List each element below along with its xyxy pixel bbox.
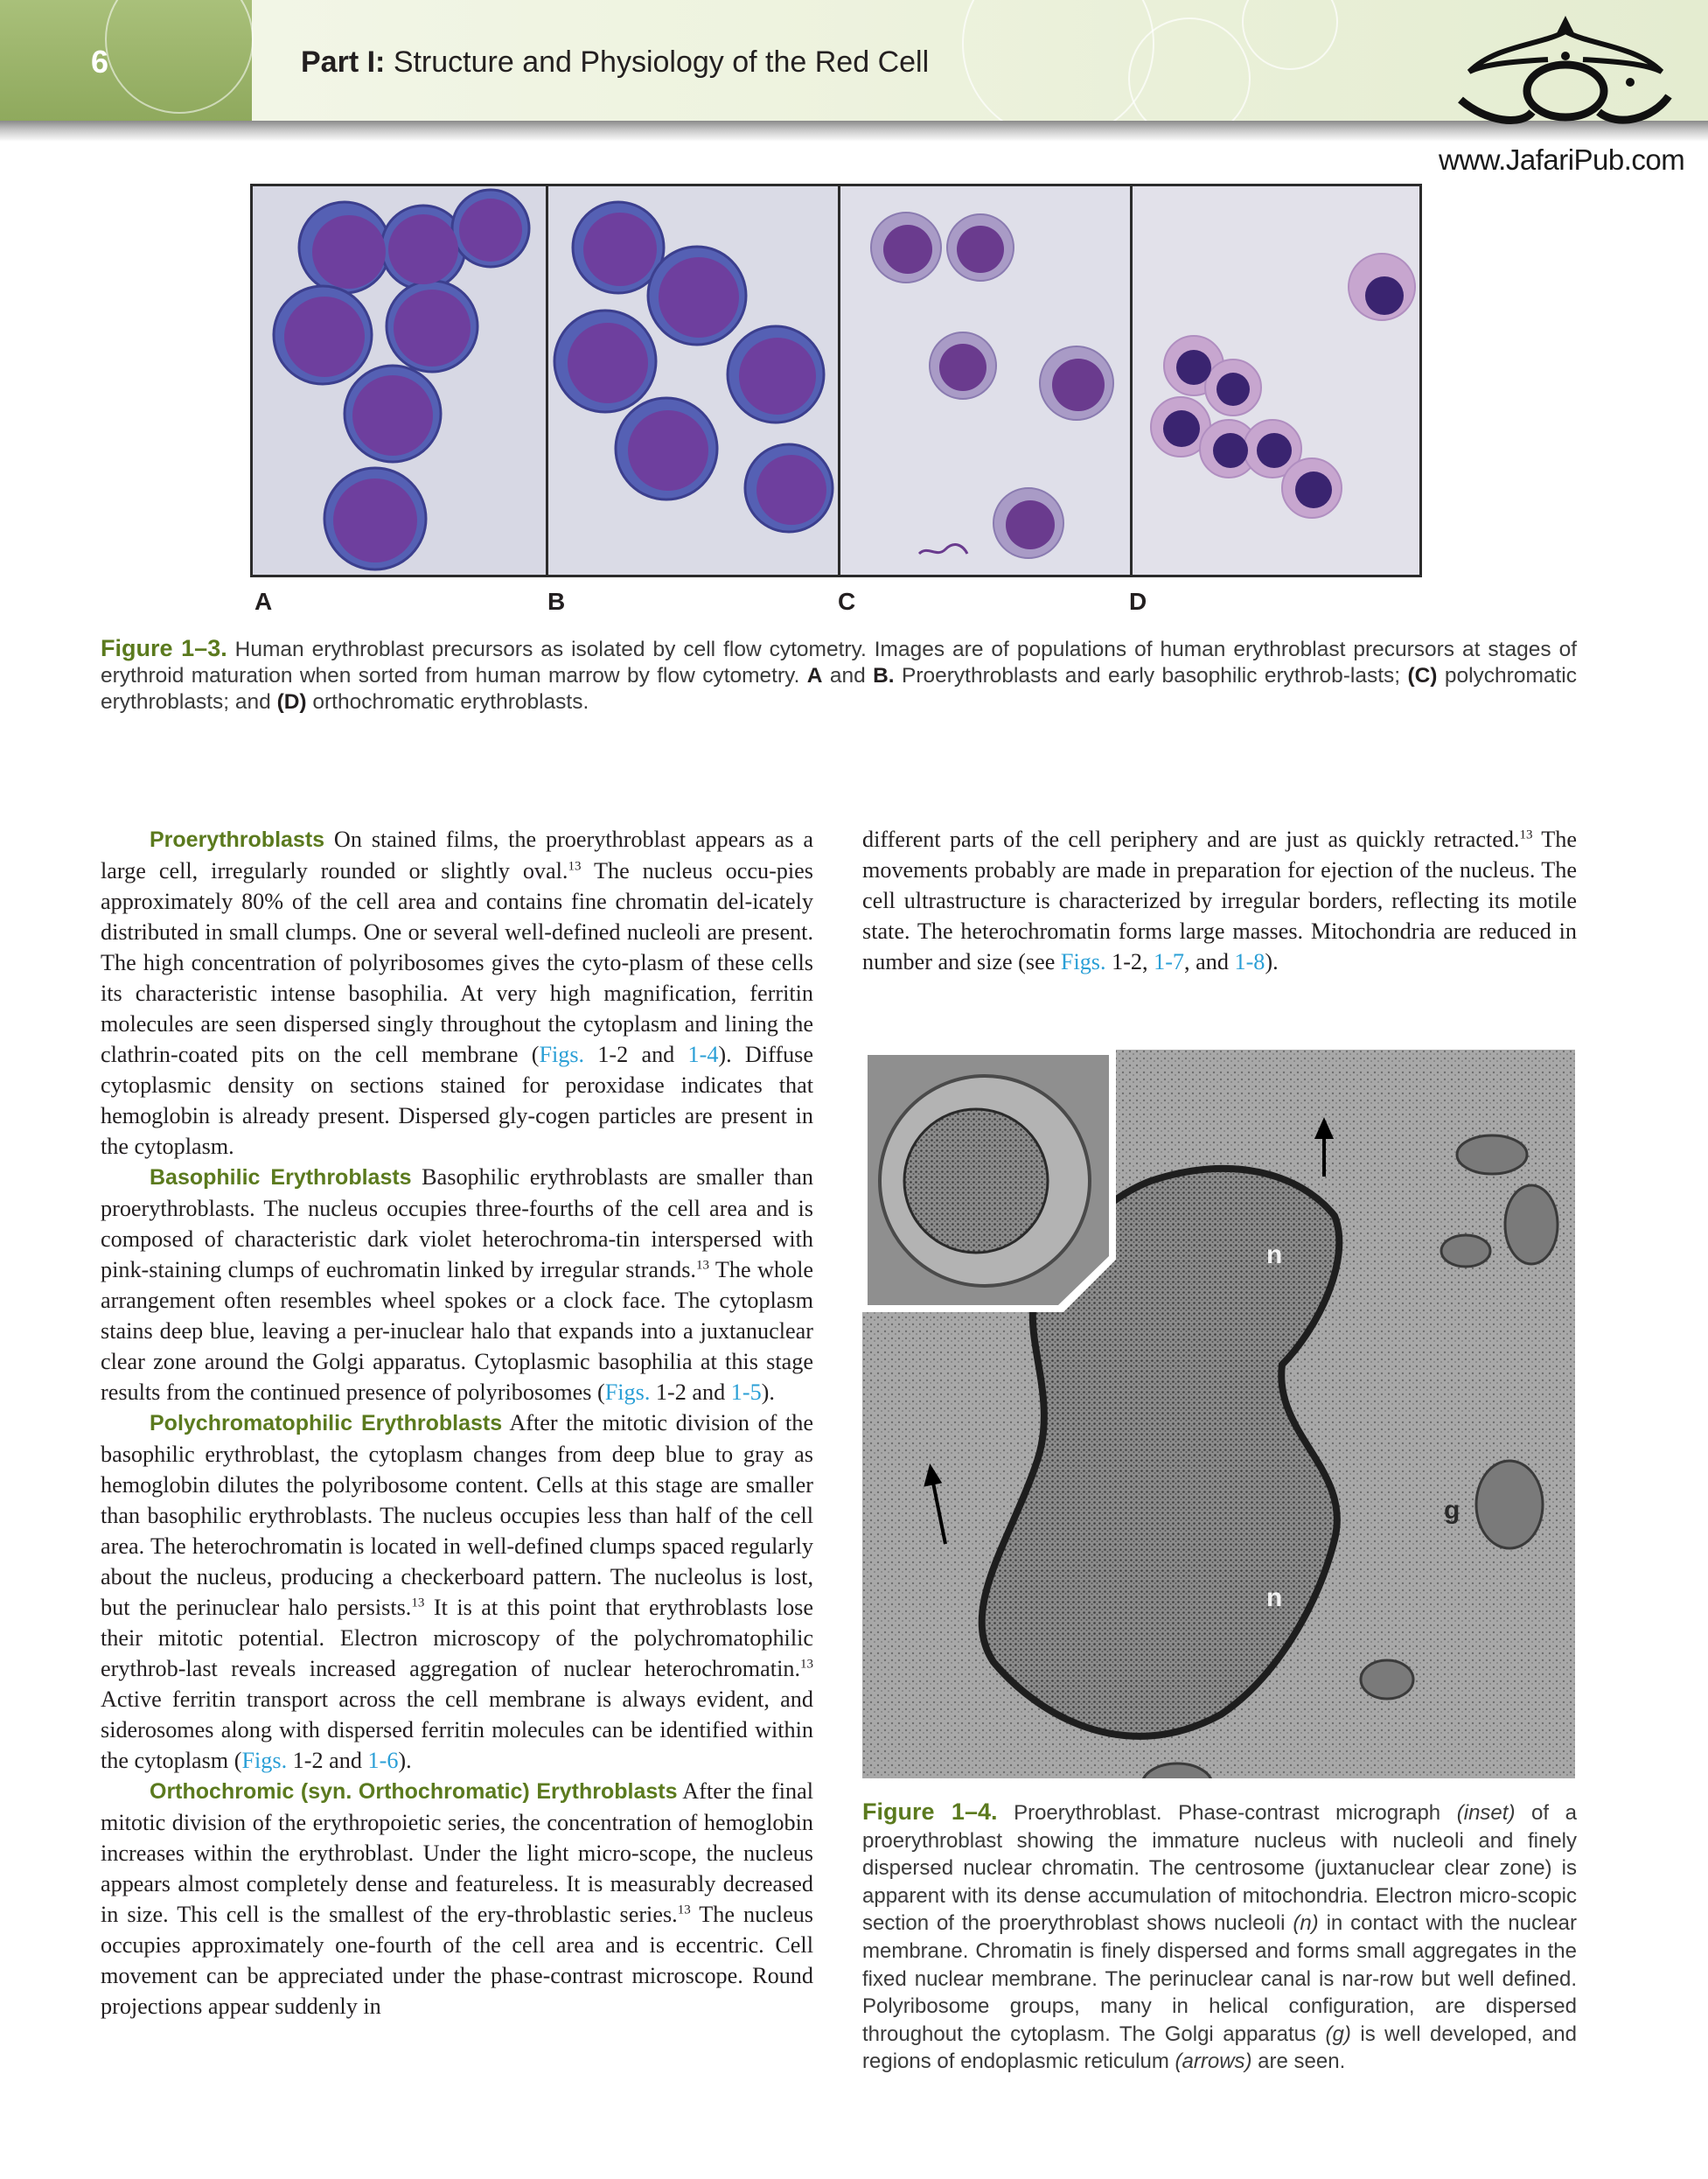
caption-bold: B. — [873, 664, 895, 688]
panel-a-micrograph — [253, 186, 546, 575]
caption-text: polychromatic erythroblasts; and — [101, 664, 1577, 714]
publisher-logo-mark — [1434, 10, 1697, 142]
figure-link[interactable]: Figs. — [241, 1748, 288, 1773]
figure-1-3-panel-d — [1130, 186, 1419, 575]
panel-c-micrograph — [840, 186, 1130, 575]
part-title: Structure and Physiology of the Red Cell — [393, 45, 930, 79]
figure-link[interactable]: 1-5 — [730, 1379, 762, 1405]
figure-link[interactable]: Figs. — [1060, 949, 1106, 974]
caption-italic: (arrows) — [1175, 2050, 1252, 2074]
body-text: ). — [761, 1379, 775, 1405]
body-text: ). — [1265, 949, 1279, 974]
figure-1-4 — [862, 1050, 1575, 1778]
figure-1-3 — [250, 184, 1422, 577]
figure-link[interactable]: 1-6 — [367, 1748, 399, 1773]
panel-d-micrograph — [1133, 186, 1419, 575]
body-text: ). Diffuse cytoplasmic density on sections stained for peroxidase indicates that hemoglobin is already present. Dispersed gly-cogen particles are present in the cytoplasm. — [101, 1042, 813, 1159]
caption-text: Proerythroblasts and early basophilic erythrob-lasts; — [894, 664, 1408, 688]
body-text: 1-2 and — [584, 1042, 688, 1067]
figure-1-3-panel-b — [546, 186, 838, 575]
run-in-heading: Basophilic Erythroblasts — [150, 1165, 412, 1190]
figure-1-3-panel-c — [838, 186, 1130, 575]
paragraph-proerythroblasts — [101, 824, 813, 1162]
reference-superscript: 13 — [568, 859, 582, 874]
body-text: Active ferritin transport across the cell membrane is always evident, and siderosomes along with dispersed ferritin molecules can be identified within the cytoplasm ( — [101, 1687, 813, 1773]
panel-label-d: D — [1129, 588, 1147, 615]
body-text: Basophilic erythroblasts are smaller than proerythroblasts. The nucleus occupies three-fourths of the cell area and is composed of characteristic dark violet heterochroma-tin interspersed with pink-staining clumps of euchromatin linked by irregular strands. — [101, 1164, 813, 1282]
caption-bold: (C) — [1407, 664, 1438, 688]
body-text: 1-2, — [1105, 949, 1154, 974]
figure-1-4-caption — [862, 1798, 1577, 2076]
run-in-heading: Orthochromic (syn. Orthochromatic) Erythroblasts — [150, 1779, 678, 1804]
body-column-left — [101, 824, 813, 2022]
caption-text: of a proerythroblast showing the immature nucleus with nucleoli and finely dispersed nuclear chromatin. The centrosome (juxtanuclear clear zone) is apparent with its dense accumulation of mitochondria. Electron micro-scopic section of the proerythroblast shows nucleoli — [862, 1801, 1577, 1936]
body-text: After the final mitotic division of the erythropoietic series, the concentration of hemoglobin increases within the erythroblast. Under the light micro-scope, the nucleus appears almost completely dense and featureless. It is measurably decreased in size. This cell is the smallest of the ery-throblastic series. — [101, 1778, 813, 1927]
figure-1-3-caption — [101, 635, 1577, 716]
reference-superscript: 13 — [411, 1596, 425, 1610]
reference-superscript: 13 — [1519, 828, 1533, 842]
body-text: The whole arrangement often resembles wheel spokes or a clock face. The cytoplasm stains deep blue, leaving a per-inuclear halo that expands into a juxtanuclear clear zone around the Golgi apparatus. Cytoplasmic basophilia at this stage results from the continued presence of polyribosomes ( — [101, 1257, 813, 1405]
caption-text: and — [822, 664, 874, 688]
body-text: 1-2 and — [287, 1748, 368, 1773]
paragraph-polychromatophilic — [101, 1407, 813, 1776]
run-in-heading: Proerythroblasts — [150, 828, 325, 852]
publisher-url: www.JafariPub.com — [1439, 143, 1685, 176]
page-number: 6 — [91, 44, 109, 80]
body-text: The nucleus occu-pies approximately 80% of the cell area and contains fine chromatin del-icately distributed in small clumps. One or several well-defined nucleoli are present. The high concentration of polyribosomes gives the cyto-plasm of these cells its characteristic intense basophilia. At very high magnification, ferritin molecules are seen dispersed singly throughout the cytoplasm and lining the clathrin-coated pits on the cell membrane ( — [101, 858, 813, 1067]
paragraph-continued — [862, 824, 1577, 977]
body-text: ). — [398, 1748, 412, 1773]
caption-text: are seen. — [1251, 2050, 1346, 2074]
figure-link[interactable]: 1-7 — [1154, 949, 1185, 974]
reference-superscript: 13 — [695, 1258, 709, 1273]
paragraph-orthochromic — [101, 1776, 813, 2022]
caption-text: Proerythroblast. Phase-contrast micrograph — [997, 1801, 1457, 1825]
panel-label-b: B — [547, 588, 566, 615]
run-in-heading: Polychromatophilic Erythroblasts — [150, 1411, 503, 1435]
panel-label-a: A — [254, 588, 273, 615]
running-head — [301, 45, 929, 80]
figure-link[interactable]: Figs. — [604, 1379, 651, 1405]
caption-italic: (inset) — [1456, 1801, 1516, 1825]
publisher-logo — [1434, 10, 1697, 142]
body-text: The movements probably are made in preparation for ejection of the nucleus. The cell ultrastructure is characterized by irregular borders, reflecting its motile state. The heterochromatin forms large masses. Mitochondria are reduced in number and size (see — [862, 827, 1577, 974]
figure-1-4-label: Figure 1–4. — [862, 1798, 998, 1825]
caption-bold: (D) — [276, 690, 307, 714]
body-text: , and — [1184, 949, 1235, 974]
golgi-label: g — [1444, 1496, 1461, 1525]
body-column-right — [862, 824, 1577, 977]
caption-text: orthochromatic erythroblasts. — [306, 690, 589, 714]
caption-italic: (n) — [1293, 1911, 1319, 1936]
nucleolus-label: n — [1266, 1240, 1283, 1269]
body-text: It is at this point that erythroblasts lose their mitotic potential. Electron microscopy of the polychromatophilic erythrob-last reveals increased aggregation of nuclear heterochromatin. — [101, 1595, 813, 1681]
caption-bold: A — [806, 664, 823, 688]
nucleolus-label: n — [1266, 1583, 1283, 1612]
caption-italic: (g) — [1325, 2022, 1351, 2046]
figure-link[interactable]: 1-8 — [1234, 949, 1265, 974]
body-text: On stained films, the proerythroblast appears as a large cell, irregularly rounded or slightly oval. — [101, 827, 813, 883]
reference-superscript: 13 — [677, 1903, 691, 1917]
body-text: After the mitotic division of the basophilic erythroblast, the cytoplasm changes from deep blue to gray as hemoglobin dilutes the polyribosome content. Cells at this stage are smaller than basophilic erythroblasts. The nucleus occupies less than half of the cell area. The heterochromatin is located in well-defined clumps spaced regularly about the nucleus, producing a checkerboard pattern. The nucleolus is lost, but the perinuclear halo persists. — [101, 1410, 813, 1620]
caption-text: in contact with the nuclear membrane. Chromatin is finely dispersed and forms small aggregates in the fixed nuclear membrane. The perinuclear canal is nar-row but well defined. Polyribosome groups, many in helical configuration, are dispersed throughout the cytoplasm. The Golgi apparatus — [862, 1911, 1577, 2046]
caption-text: is well developed, and regions of endoplasmic reticulum — [862, 2022, 1578, 2074]
body-text: 1-2 and — [650, 1379, 731, 1405]
figure-link[interactable]: 1-4 — [687, 1042, 719, 1067]
caption-text: Human erythroblast precursors as isolated by cell flow cytometry. Images are of populations of human erythroblast precursors at stages of erythroid maturation when sorted from human marrow by flow cytometry. — [101, 638, 1577, 688]
panel-b-micrograph — [548, 186, 838, 575]
panel-label-c: C — [838, 588, 856, 615]
body-text: different parts of the cell periphery and are just as quickly retracted. — [862, 827, 1520, 852]
paragraph-basophilic — [101, 1162, 813, 1407]
part-label: Part I: — [301, 45, 386, 79]
body-text: The nucleus occupies approximately one-fourth of the cell area and is eccentric. Cell movement can be appreciated under the phase-contrast microscope. Round projections appear suddenly in — [101, 1902, 813, 2019]
reference-superscript: 13 — [800, 1657, 813, 1672]
figure-1-3-label: Figure 1–3. — [101, 635, 227, 661]
electron-micrograph — [862, 1050, 1575, 1778]
figure-link[interactable]: Figs. — [539, 1042, 585, 1067]
figure-1-3-panel-a — [253, 186, 546, 575]
